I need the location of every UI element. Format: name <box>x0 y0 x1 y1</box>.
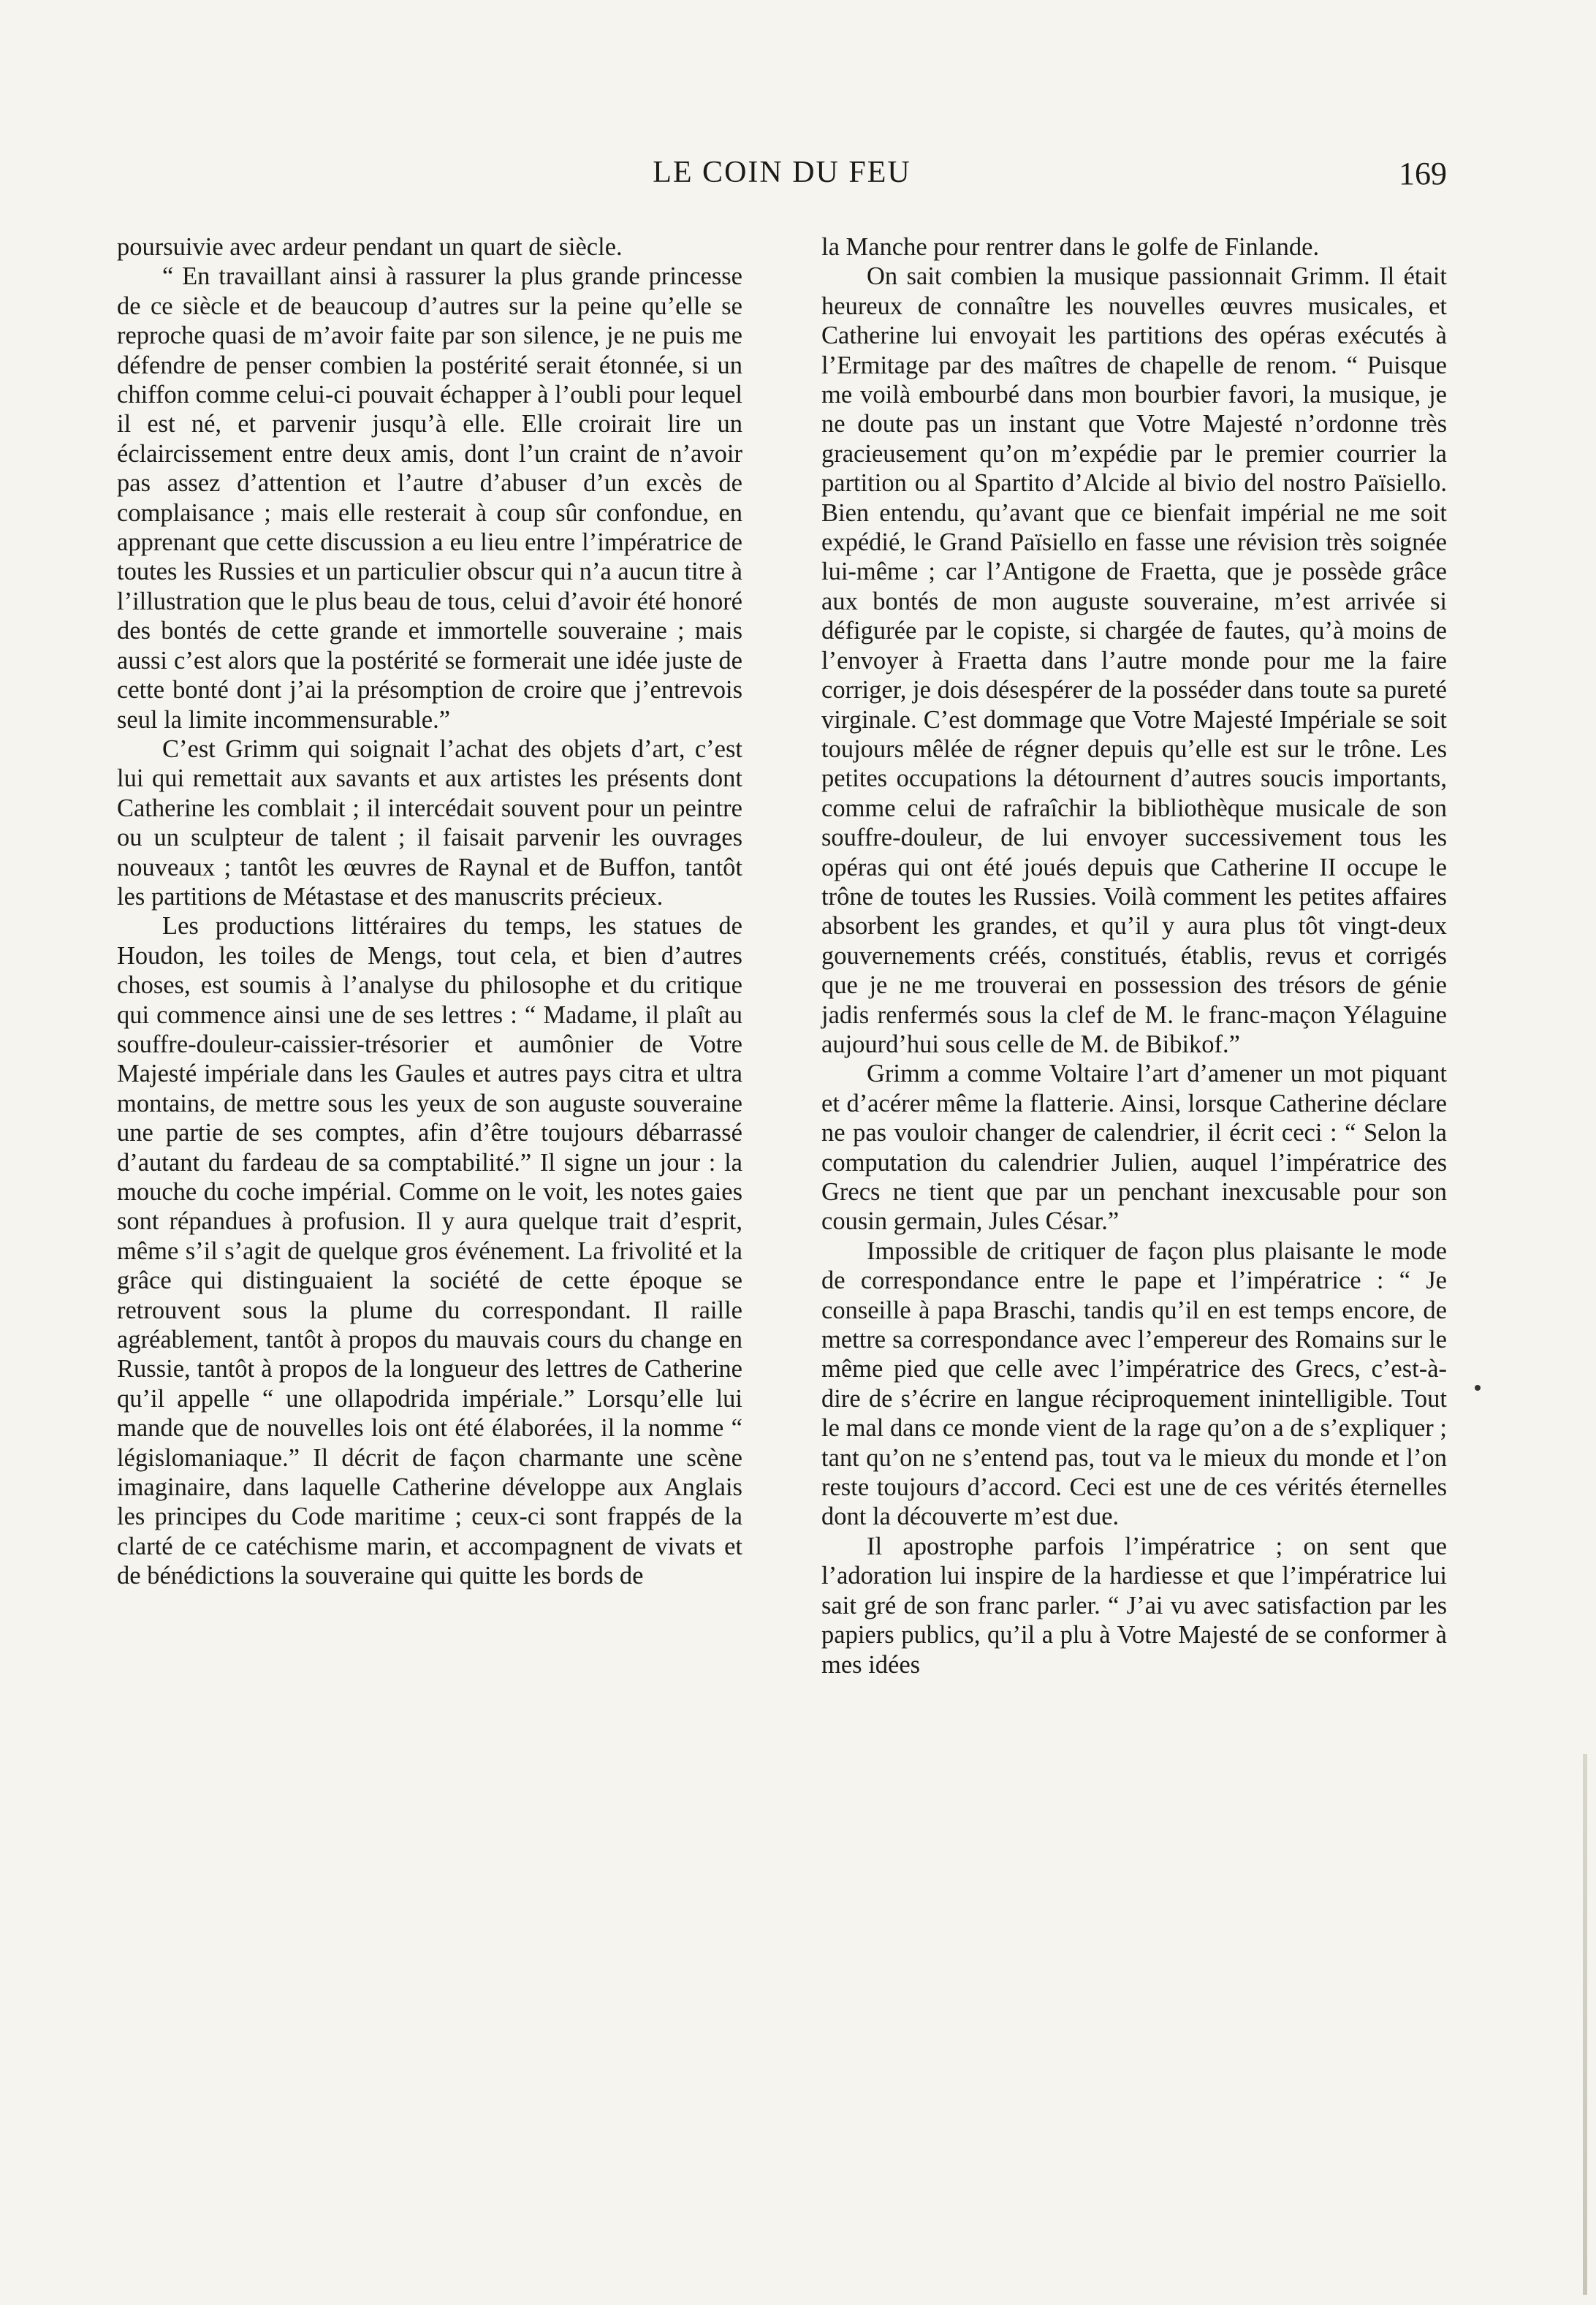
paragraph: Impossible de critiquer de façon plus plaisante le mode de correspondance entre le pape et l’impératrice : “ Je conseille à papa Braschi, tandis qu’il en est temps encore, de mettre sa correspondance avec l’empereur des Romains sur le même pied que celle avec l’impératrice des Grecs, c’est-à-dire de s’écrire en langue réciproquement inintelligible. Tout le mal dans ce monde vient de la rage qu’on a de s’expliquer ; tant qu’on ne s’entend pas, tout va le mieux du monde et l’on reste toujours d’accord. Ceci est une de ces vérités éternelles dont la découverte m’est due. <box>821 1237 1447 1531</box>
paragraph: C’est Grimm qui soignait l’achat des objets d’art, c’est lui qui remettait aux savants et aux artistes les présents dont Catherine les comblait ; il intercédait souvent pour un peintre ou un sculpteur de talent ; il faisait parvenir les ouvrages nouveaux ; tantôt les œuvres de Raynal et de Buffon, tantôt les partitions de Métastase et des manuscrits précieux. <box>117 734 742 911</box>
ink-speck <box>1475 1385 1481 1391</box>
running-title: LE COIN DU FEU <box>653 156 911 189</box>
page-number: 169 <box>1399 156 1447 191</box>
binding-edge <box>1583 1754 1587 2295</box>
paragraph: “ En travaillant ainsi à rassurer la plus grande princesse de ce siècle et de beaucoup d’autres sur la peine qu’elle se reproche quasi de m’avoir faite par son silence, je ne puis me défendre de penser combien la postérité serait étonnée, si un chiffon comme celui-ci pouvait échapper à l’oubli pour lequel il est né, et parvenir jusqu’à elle. Elle croirait lire un éclaircissement entre deux amis, dont l’un craint de n’avoir pas assez d’attention et l’autre d’abuser d’un excès de complaisance ; mais elle resterait à coup sûr confondue, en apprenant que cette discussion a eu lieu entre l’impératrice de toutes les Russies et un particulier obscur qui n’a aucun titre à l’illustration que le plus beau de tous, celui d’avoir été honoré des bontés de cette grande et immortelle souveraine ; mais aussi c’est alors que la postérité se formerait une idée juste de cette bonté dont j’ai la présomption de croire que j’entrevois seul la limite incommensurable.” <box>117 262 742 734</box>
paragraph: Grimm a comme Voltaire l’art d’amener un mot piquant et d’acérer même la flatterie. Ainsi, lorsque Catherine déclare ne pas vouloir changer de calendrier, il écrit ceci : “ Selon la computation du calendrier Julien, auquel l’impératrice des Grecs ne tient que par un penchant inexcusable pour son cousin germain, Jules César.” <box>821 1060 1447 1236</box>
right-column <box>821 232 1447 1957</box>
text-columns <box>117 232 1447 1957</box>
paragraph: On sait combien la musique passionnait Grimm. Il était heureux de connaître les nouvelles œuvres musicales, et Catherine lui envoyait les partitions des opéras exécutés à l’Ermitage par des maîtres de chapelle de renom. “ Puisque me voilà embourbé dans mon bourbier favori, la musique, je ne doute pas un instant que Votre Majesté n’ordonne très gracieusement qu’on m’expédie par le premier courrier la partition ou al Spartito d’Alcide al bivio del nostro Païsiello. Bien entendu, qu’avant que ce bienfait impérial ne me soit expédié, le Grand Païsiello en fasse une révision très soignée lui-même ; car l’Antigone de Fraetta, que je possède grâce aux bontés de mon auguste souveraine, m’est arrivée si défigurée par le copiste, si chargée de fautes, qu’à moins de l’envoyer à Fraetta dans l’autre monde pour me la faire corriger, je dois désespérer de la posséder dans toute sa pureté virginale. C’est dommage que Votre Majesté Impériale se soit toujours mêlée de régner depuis qu’elle est sur le trône. Les petites occupations la détournent d’autres soucis importants, comme celui de rafraîchir la bibliothèque musicale de son souffre-douleur, de lui envoyer successivement tous les opéras qui ont été joués depuis que Catherine II occupe le trône de toutes les Russies. Voilà comment les petites affaires absorbent les grandes, et qu’il y aura plus tôt vingt-deux gouvernements créés, constitués, établis, revus et corrigés que je ne me trouverai en possession des trésors de génie jadis renfermés sous la clef de M. le franc-maçon Yélaguine aujourd’hui sous celle de M. de Bibikof.” <box>821 262 1447 1058</box>
paragraph: Il apostrophe parfois l’impératrice ; on sent que l’adoration lui inspire de la hardiesse et que l’impératrice lui sait gré de son franc parler. “ J’ai vu avec satisfaction par les papiers publics, qu’il a plu à Votre Majesté de se conformer à mes idées <box>821 1532 1447 1679</box>
paragraph: la Manche pour rentrer dans le golfe de Finlande. <box>821 233 1320 261</box>
paragraph: poursuivie avec ardeur pendant un quart de siècle. <box>117 233 623 261</box>
left-column <box>117 232 742 1957</box>
paragraph: Les productions littéraires du temps, les statues de Houdon, les toiles de Mengs, tout cela, et bien d’autres choses, est soumis à l’analyse du philosophe et du critique qui commence ainsi une de ses lettres : “ Madame, il plaît au souffre-douleur-caissier-trésorier et aumônier de Votre Majesté impériale dans les Gaules et autres pays citra et ultra montains, de mettre sous les yeux de son auguste souveraine une partie de ses comptes, afin d’être toujours débarrassé d’autant du fardeau de sa comptabilité.” Il signe un jour : la mouche du coche impérial. Comme on le voit, les notes gaies sont répandues à profusion. Il y aura quelque trait d’esprit, même s’il s’agit de quelque gros événement. La frivolité et la grâce qui distinguaient la société de cette époque se retrouvent sous la plume du correspondant. Il raille agréablement, tantôt à propos du mauvais cours du change en Russie, tantôt à propos de la longueur des lettres de Catherine qu’il appelle “ une ollapodrida impériale.” Lorsqu’elle lui mande que de nouvelles lois ont été élaborées, il la nomme “ législomaniaque.” Il décrit de façon charmante une scène imaginaire, dans laquelle Catherine développe aux Anglais les principes du Code maritime ; ceux-ci sont frappés de la clarté de ce catéchisme marin, et accompagnent de vivats et de bénédictions la souveraine qui quitte les bords de <box>117 912 742 1590</box>
running-head <box>117 155 1447 206</box>
